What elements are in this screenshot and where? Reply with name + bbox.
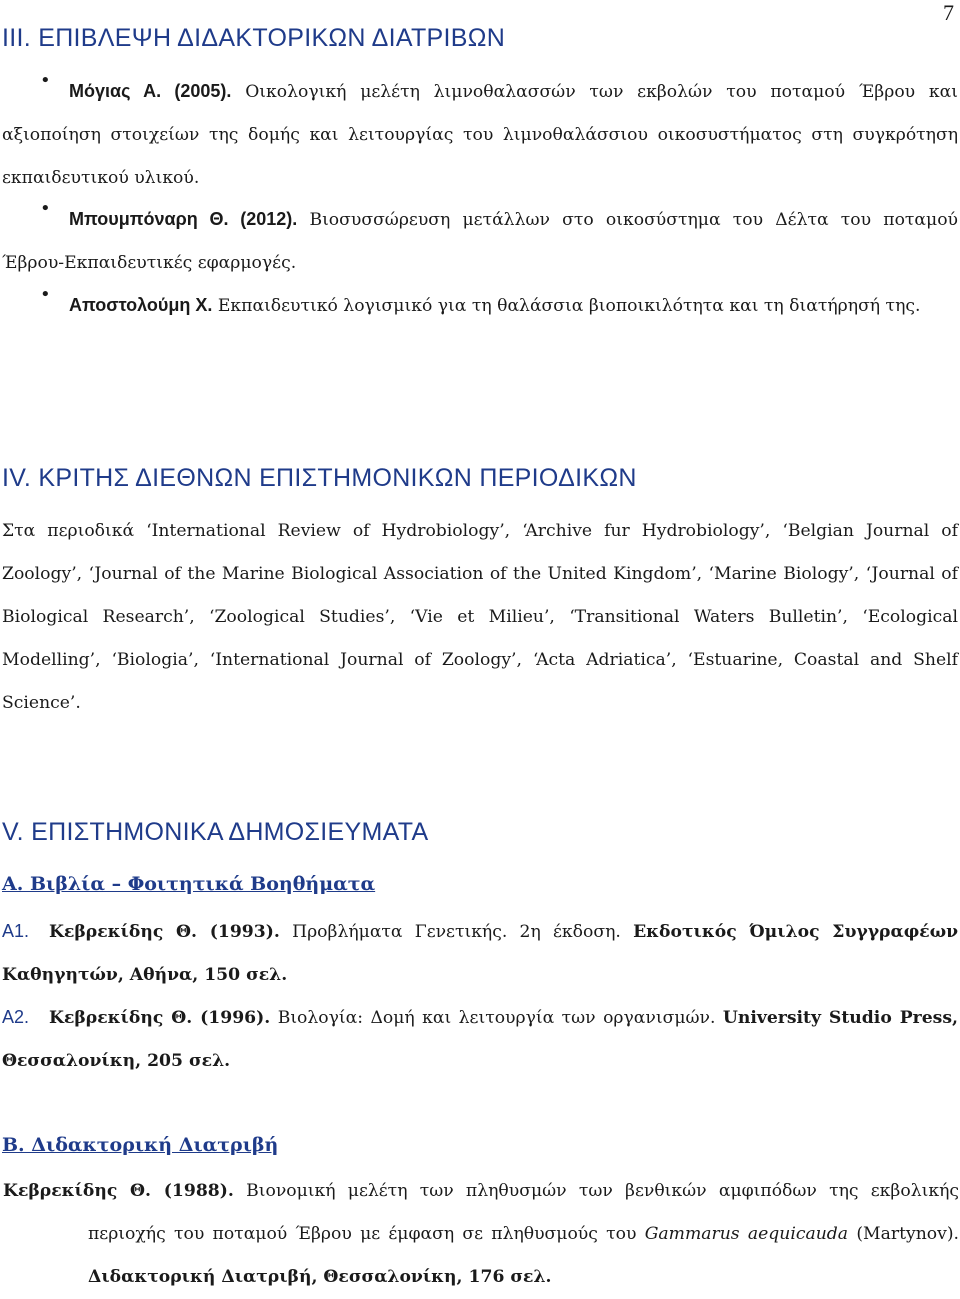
subsection-b-heading <box>2 1134 278 1156</box>
thesis-entry <box>2 1170 959 1299</box>
bullet-icon: • <box>40 284 51 305</box>
entry-label: Α2. <box>2 1007 30 1027</box>
bullet-icon: • <box>40 198 51 219</box>
item-title: Βιοσυσσώρευση μετάλλων στο οικοσύστημα του Δέλτα του ποταμού Έβρου-Εκπαιδευτικές εφαρμογές. <box>2 210 958 273</box>
thesis-type: Διδακτορική Διατριβή, Θεσσαλονίκη, 176 σελ. <box>88 1267 552 1287</box>
reviewer-journals-paragraph: Στα περιοδικά ‘International Review of Hydrobiology’, ‘Archive fur Hydrobiology’, ‘Belgian Journal of Zoology’, ‘Journal of the Marine Biological Association of the United Kingdom’, ‘Marine Biology’, ‘Journal of Biological Research’, ‘Zoological Studies’, ‘Vie et Milieu’, ‘Transitional Waters Bulletin’, ‘Ecological Modelling’, ‘Biologia’, ‘International Journal of Zoology’, ‘Acta Adriatica’, ‘Estuarine, Coastal and Shelf Science’. <box>2 521 958 713</box>
subsection-a-title: Α. Βιβλία – Φοιτητικά Βοηθήματα <box>2 873 376 895</box>
entry-title: Βιολογία: Δομή και λειτουργία των οργανισμών. <box>277 1008 716 1028</box>
entry-publisher: University Studio Press, Θεσσαλονίκη, 205 σελ. <box>2 1008 958 1071</box>
bullet-icon: • <box>40 70 51 91</box>
thesis-authority: (Martynov). <box>856 1224 960 1244</box>
item-author: Μπουμπόναρη Θ. (2012). <box>69 209 298 229</box>
entry-publisher: Εκδοτικός Όμιλος Συγγραφέων Καθηγητών, Αθήνα, 150 σελ. <box>2 922 959 985</box>
book-entry <box>2 910 958 997</box>
entry-title: Προβλήματα Γενετικής. 2η έκδοση. <box>292 922 621 942</box>
thesis-title: Βιονομική μελέτη των πληθυσμών των βενθικών αμφιπόδων της εκβολικής περιοχής του ποταμού Έβρου με έμφαση σε πληθυσμούς του <box>88 1181 959 1244</box>
item-title: Εκπαιδευτικό λογισμικό για τη θαλάσσια βιοποικιλότητα και τη διατήρησή της. <box>217 296 921 316</box>
entry-label: Α1. <box>2 921 30 941</box>
subsection-b-title: Β. Διδακτορική Διατριβή <box>2 1134 279 1156</box>
list-item-text <box>2 284 958 328</box>
section-4-heading: IV. ΚΡΙΤΗΣ ΔΙΕΘΝΩΝ ΕΠΙΣΤΗΜΟΝΙΚΩΝ ΠΕΡΙΟΔΙΚΩΝ <box>2 464 637 492</box>
item-author: Μόγιας Α. (2005). <box>69 81 232 101</box>
entry-author: Κεβρεκίδης Θ. (1993). <box>49 922 280 942</box>
thesis-author: Κεβρεκίδης Θ. (1988). <box>3 1181 234 1201</box>
book-entry <box>2 996 958 1083</box>
thesis-species: Gammarus aequicauda <box>644 1224 849 1244</box>
list-item-text <box>2 198 958 285</box>
page-number: 7 <box>943 0 954 25</box>
section-5-heading: V. ΕΠΙΣΤΗΜΟΝΙΚΑ ΔΗΜΟΣΙΕΥΜΑΤΑ <box>2 818 429 846</box>
section-3-heading: III. ΕΠΙΒΛΕΨΗ ΔΙΔΑΚΤΟΡΙΚΩΝ ΔΙΑΤΡΙΒΩΝ <box>2 24 506 52</box>
item-author: Αποστολούμη Χ. <box>69 295 213 315</box>
subsection-a-heading <box>2 873 375 895</box>
item-title: Οικολογική μελέτη λιμνοθαλασσών των εκβολών του ποταμού Έβρου και αξιοποίηση στοιχείων της δομής και λειτουργίας του λιμνοθαλάσσιου οικοσυστήματος στη συγκρότηση εκπαιδευτικού υλικού. <box>2 82 959 188</box>
entry-author: Κεβρεκίδης Θ. (1996). <box>49 1008 271 1028</box>
list-item-text <box>2 70 958 200</box>
